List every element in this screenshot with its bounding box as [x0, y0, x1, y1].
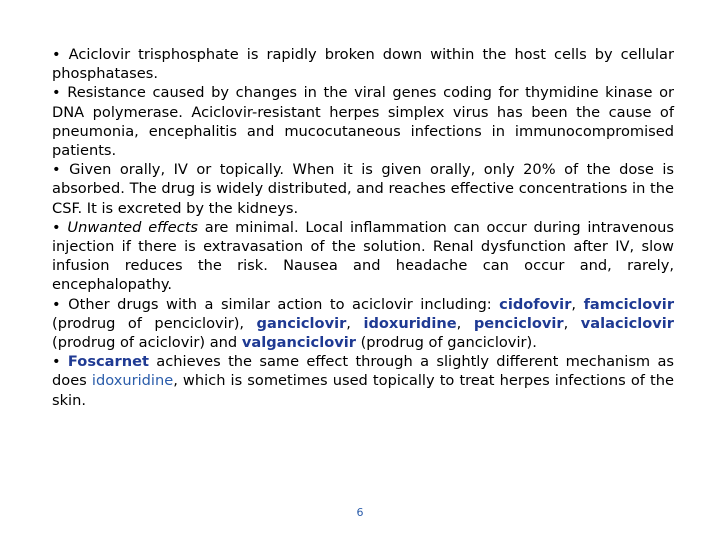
bullet: • — [52, 84, 61, 102]
bullet-text: Other drugs with a similar action to aciclovir including: — [68, 295, 500, 313]
separator: , — [456, 314, 474, 332]
drug-name-valganciclovir: valganciclovir — [241, 334, 356, 352]
bullet: • — [52, 161, 61, 179]
bullet-text: Resistance caused by changes in the viral genes coding for thymidine kinase or DNA polymerase. Aciclovir-resistant herpes simplex virus has been the cause of pneumonia, encephalitis and mucocutaneous infections in immunocompromised patients. — [52, 84, 674, 160]
bullet: • — [52, 218, 61, 236]
drug-name-idoxuridine: idoxuridine — [91, 372, 174, 390]
separator: , — [346, 314, 364, 332]
bullet-text: achieves the same effect through a slightly different mechanism as does — [52, 353, 674, 390]
emphasis-text: Unwanted effects — [67, 218, 199, 236]
separator: , — [563, 314, 581, 332]
bullet: • — [52, 353, 61, 371]
drug-name-valaciclovir: valaciclovir — [580, 314, 675, 332]
drug-name-penciclovir: penciclovir — [473, 314, 564, 332]
bullet-text: Aciclovir trisphosphate is rapidly broken down within the host cells by cellular phosphatases. — [52, 46, 674, 83]
drug-name-cidofovir: cidofovir — [499, 295, 572, 313]
bullet-item — [52, 352, 674, 410]
drug-name-foscarnet: Foscarnet — [67, 353, 149, 371]
drug-name-idoxuridine: idoxuridine — [363, 314, 457, 332]
bullet-text: (prodrug of penciclovir), — [52, 314, 257, 332]
bullet-text: (prodrug of ganciclovir). — [355, 334, 537, 352]
page-number: 6 — [356, 506, 364, 519]
bullet-item — [52, 295, 674, 353]
bullet-text: (prodrug of aciclovir) and — [52, 334, 242, 352]
separator: , — [571, 295, 584, 313]
bullet-item — [52, 218, 674, 295]
bullet: • — [52, 46, 61, 63]
bullet-text: are minimal. Local inflammation can occur during intravenous injection if there is extravasation of the solution. Renal dysfunction after IV, slow infusion reduces the risk. Nausea and headache can occur and, rarely, encephalopathy. — [52, 218, 674, 294]
drug-name-famciclovir: famciclovir — [583, 295, 675, 313]
bullet-item — [52, 83, 674, 160]
bullet-item — [52, 160, 674, 218]
bullet-text: Given orally, IV or topically. When it is given orally, only 20% of the dose is absorbed. The drug is widely distributed, and reaches effective concentrations in the CSF. It is excreted by the kidneys. — [52, 161, 674, 217]
drug-name-ganciclovir: ganciclovir — [256, 314, 347, 332]
bullet: • — [52, 295, 61, 313]
bullet-text: , which is sometimes used topically to treat herpes infections of the skin. — [52, 372, 675, 409]
bullet-item — [52, 45, 674, 83]
slide-body — [52, 45, 674, 410]
